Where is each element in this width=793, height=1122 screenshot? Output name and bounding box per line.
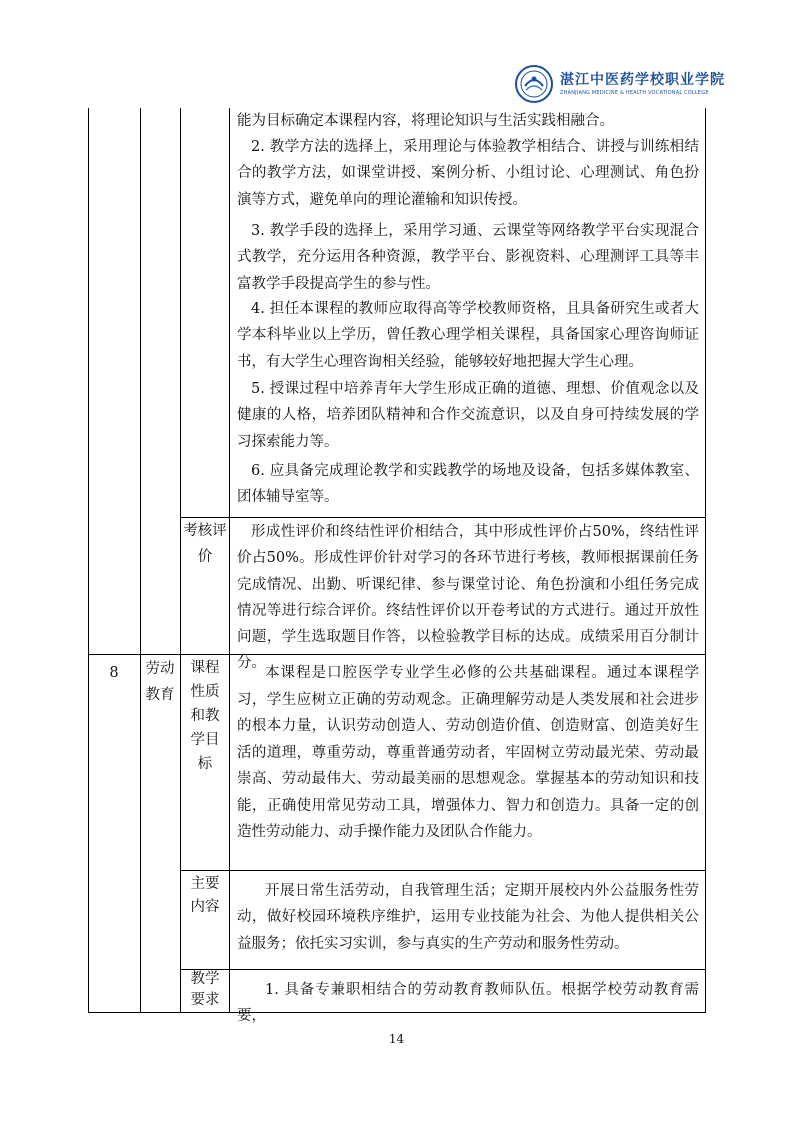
requirements-cont-para-2: 2. 教学方法的选择上，采用理论与体验教学相结合、讲授与训练相结合的教学方法，如课堂讲授、案例分析、小组讨论、心理测试、角色扮演等方式，避免单向的理论灌输和知识传授。 bbox=[237, 139, 699, 208]
assessment-label: 考核评价 bbox=[183, 523, 227, 565]
requirements-text: 1. 具备专兼职相结合的劳动教育教师队伍。根据学校劳动教育需要， bbox=[237, 982, 699, 1025]
nature-text: 本课程是口腔医学专业学生必修的公共基础课程。通过本课程学习，学生应树立正确的劳动观念。正确理解劳动是人类发展和社会进步的根本力量，认识劳动创造人、劳动创造价值、创造财富、创造美好生活的道理，尊重劳动，尊重普通劳动者，牢固树立劳动最光荣、劳动最崇高、劳动最伟大、劳动最美丽的思想观念。掌握基本的劳动知识和技能，正确使用常见劳动工具，增强体力、智力和创造力。具备一定的创造性劳动能力、动手操作能力及团队合作能力。 bbox=[237, 665, 699, 840]
college-logo bbox=[514, 62, 736, 106]
curriculum-table bbox=[88, 108, 706, 1025]
nature-label: 课程性质和教学目标 bbox=[190, 660, 220, 772]
content-text: 开展日常生活劳动，自我管理生活；定期开展校内外公益服务性劳动，做好校园环境秩序维护，运用专业技能为社会、为他人提供相关公益服务；依托实习实训，参与真实的生产劳动和服务性劳动。 bbox=[237, 883, 699, 952]
college-emblem-icon bbox=[514, 64, 554, 104]
content-label: 主要内容 bbox=[190, 876, 220, 915]
logo-name-en: ZHANJIANG MEDICINE & HEALTH VOCATIONAL COLLEGE bbox=[560, 90, 709, 96]
page-number: 14 bbox=[388, 1032, 405, 1046]
assessment-text: 形成性评价和终结性评价相结合，其中形成性评价占50%，终结性评价占50%。形成性评价针对学习的各环节进行考核，教师根据课前任务完成情况、出勤、听课纪律、参与课堂讨论、角色扮演和小组任务完成情况等进行综合评价。终结性评价以开卷考试的方式进行。通过开放性问题，学生选取题目作答，以检验教学目标的达成。成绩采用百分制计分。 bbox=[237, 524, 699, 672]
requirements-cont-para-4: 4. 担任本课程的教师应取得高等学校教师资格，且具备研究生或者大学本科毕业以上学历，曾任教心理学相关课程，具备国家心理咨询师证书，有大学生心理咨询相关经验，能够较好地把握大学生心理。 bbox=[237, 301, 699, 370]
requirements-cont-para-0: 能为目标确定本课程内容，将理论知识与生活实践相融合。 bbox=[237, 113, 614, 129]
requirements-label: 教学要求 bbox=[190, 971, 220, 1008]
requirements-cont-para-5: 5. 授课过程中培养青年大学生形成正确的道德、理想、价值观念以及健康的人格，培养团队精神和合作交流意识，以及自身可持续发展的学习探索能力等。 bbox=[237, 381, 699, 450]
row-number: 8 bbox=[109, 665, 119, 681]
requirements-cont-para-3: 3. 教学手段的选择上，采用学习通、云课堂等网络教学平台实现混合式教学，充分运用各种资源，教学平台、影视资料、心理测评工具等丰富教学手段提高学生的参与性。 bbox=[237, 223, 699, 292]
course-name: 劳动教育 bbox=[145, 661, 175, 703]
requirements-cont-para-6: 6. 应具备完成理论教学和实践教学的场地及设备，包括多媒体教室、团体辅导室等。 bbox=[237, 463, 699, 506]
logo-name-cn: 湛江中医药学校职业学院 bbox=[560, 72, 725, 88]
